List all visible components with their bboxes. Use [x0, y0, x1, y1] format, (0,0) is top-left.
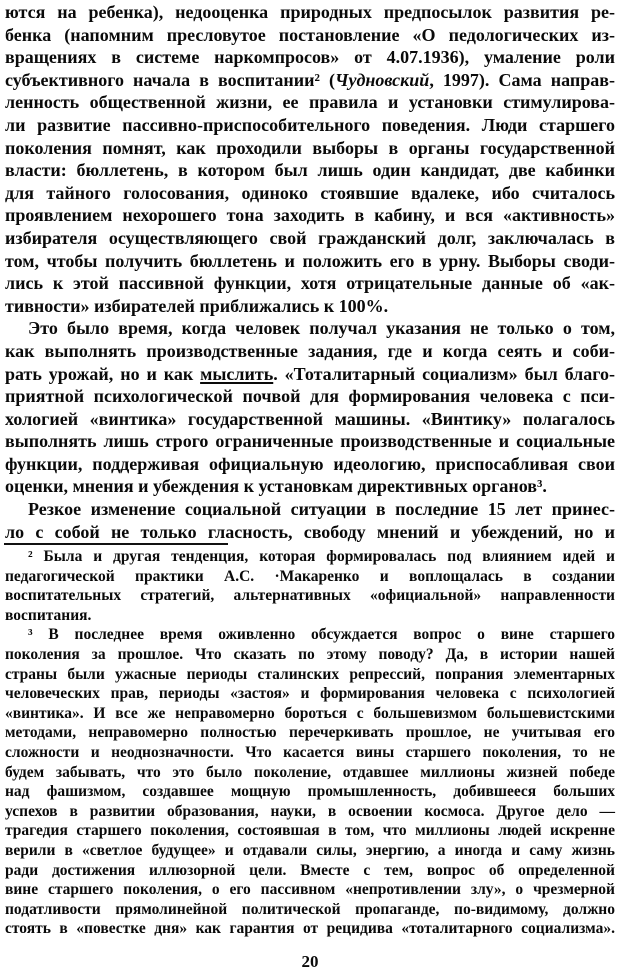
body-line: лись к этой пассивной функции, хотя отрицательные данные об «ак-: [5, 273, 615, 294]
footnote-line: будем забывать, что это было поколение, отдавшее миллионы жизней победе: [5, 763, 615, 781]
body-text: субъективного начала в воспитании² (: [5, 69, 336, 90]
body-line: Резкое изменение социальной ситуации в последние 15 лет принес-: [28, 499, 615, 520]
footnote-line: трагедия старшего поколения, состоявшая в том, что миллионы людей искренне: [5, 822, 615, 840]
body-line: ленность общественной жизни, ее правила и установки стимулирова-: [5, 92, 615, 113]
body-line: [5, 69, 615, 92]
footnote-line: верили в «светлое будущее» и отдавали силы, энергию, а иногда и саму жизнь: [5, 841, 615, 859]
cited-author: Чудновский: [335, 69, 430, 90]
body-text: рать урожай, но и как: [5, 363, 201, 384]
footnotes: [5, 547, 615, 939]
body-line: оценки, мнения и убеждения к установкам директивных органов³.: [5, 476, 547, 497]
footnote-separator: [4, 543, 228, 545]
paragraph: [5, 317, 615, 498]
body-line: Это было время, когда человек получал указания не только о том,: [28, 318, 615, 339]
emphasized-word: мыслить: [200, 363, 274, 384]
body-line: власти: бюллетень, в котором был лишь один кандидат, две кабинки: [5, 160, 615, 181]
footnote-line: воспитательных стратегий, альтернативных «официальной» направленности: [5, 587, 615, 605]
body-line: ются на ребенка), недооценка природных предпосылок развития ре-: [5, 2, 615, 22]
paragraph: [5, 498, 615, 543]
body-line: том, чтобы получить бюллетень и положить его в урну. Выборы своди-: [5, 250, 615, 271]
body-line: ли развитие пассивно-приспособительного поведения. Люди старшего: [5, 114, 615, 135]
body-line: хологией «винтика» государственной машины. «Винтику» полагалось: [5, 408, 615, 429]
body-line: [5, 363, 615, 386]
footnote-line: воспитания.: [5, 606, 92, 624]
footnote-line: страны были ужасные периоды сталинских репрессий, попрания элементарных: [5, 665, 615, 683]
footnote-line: человеческих прав, периоды «застоя» и формирования человека с психологией: [5, 685, 615, 703]
paragraph: [5, 1, 615, 317]
body-line: как выполнять производственные задания, где и когда сеять и соби-: [5, 340, 615, 361]
footnote-line: успехов в развитии образования, науки, в освоении космоса. Другое дело —: [5, 802, 615, 820]
body-line: тивности» избирателей приближались к 100%.: [5, 295, 389, 316]
footnote-3: [5, 625, 615, 939]
footnote-line: методами, неправомерно полностью перечеркивать прошлое, не учитывая его: [5, 724, 615, 742]
body-text: . «Тоталитарный социализм» был благо-: [273, 363, 615, 384]
footnote-line: ради достижения иллюзорной цели. Вместе с тем, вопрос об определенной: [5, 861, 615, 879]
footnote-line: вине старшего поколения, о его пассивном «непротивлении злу», о чрезмерной: [5, 881, 615, 899]
body-text: , 1997). Сама направ-: [429, 69, 615, 90]
footnote-line: над фашизмом, создавшее мощную промышленность, добившееся больших: [5, 783, 615, 801]
body-line: ло с собой не только гласность, свободу мнений и убеждений, но и: [5, 521, 615, 542]
footnote-line: педагогической практики А.С. ·Макаренко и воплощалась в создании: [5, 567, 615, 585]
footnote-line: податливости прямолинейной политической пропаганде, по-видимому, должно: [5, 900, 615, 918]
footnote-line: сложности и неоднозначности. Что касается вины старшего поколения, то не: [5, 743, 615, 761]
body-line: выполнять лишь строго ограниченные производственные и социальные: [5, 431, 615, 452]
body-line: поколения помнят, как проходили выборы в органы государственной: [5, 137, 615, 158]
body-line: избирателя осуществляющего свой гражданский долг, заключалась в: [5, 227, 615, 248]
main-text: [5, 1, 615, 543]
body-line: функции, поддерживая официальную идеологию, приспосабливая свои: [5, 453, 615, 474]
body-line: бенка (напомним пресловутое постановление «О педологических из-: [5, 24, 615, 45]
footnote-2: [5, 547, 615, 625]
body-line: проявлением нехорошего тона заходить в кабину, и вся «активность»: [5, 205, 615, 226]
footnote-line: поколения за прошлое. Что сказать по этому поводу? Да, в истории нашей: [5, 645, 615, 663]
body-line: для тайного голосования, одиноко стоявшие вдалеке, ибо считалось: [5, 182, 615, 203]
footnote-line: «винтика». И все же неправомерно бороться с большевизмом большевистскими: [5, 704, 615, 722]
body-line: приятной психологической почвой для формирования человека с пси-: [5, 386, 615, 407]
body-line: вращениях в системе наркомпросов» от 4.07.1936), умаление роли: [5, 47, 615, 68]
page-number: 20: [301, 952, 319, 971]
footnote-line: ³ В последнее время оживленно обсуждается вопрос о вине старшего: [28, 626, 615, 644]
footnote-line: ² Была и другая тенденция, которая формировалась под влиянием идей и: [28, 548, 615, 565]
footnote-line: стоять в «повестке дня» как гарантия от рецидива «тоталитарного социализма».: [5, 920, 615, 938]
